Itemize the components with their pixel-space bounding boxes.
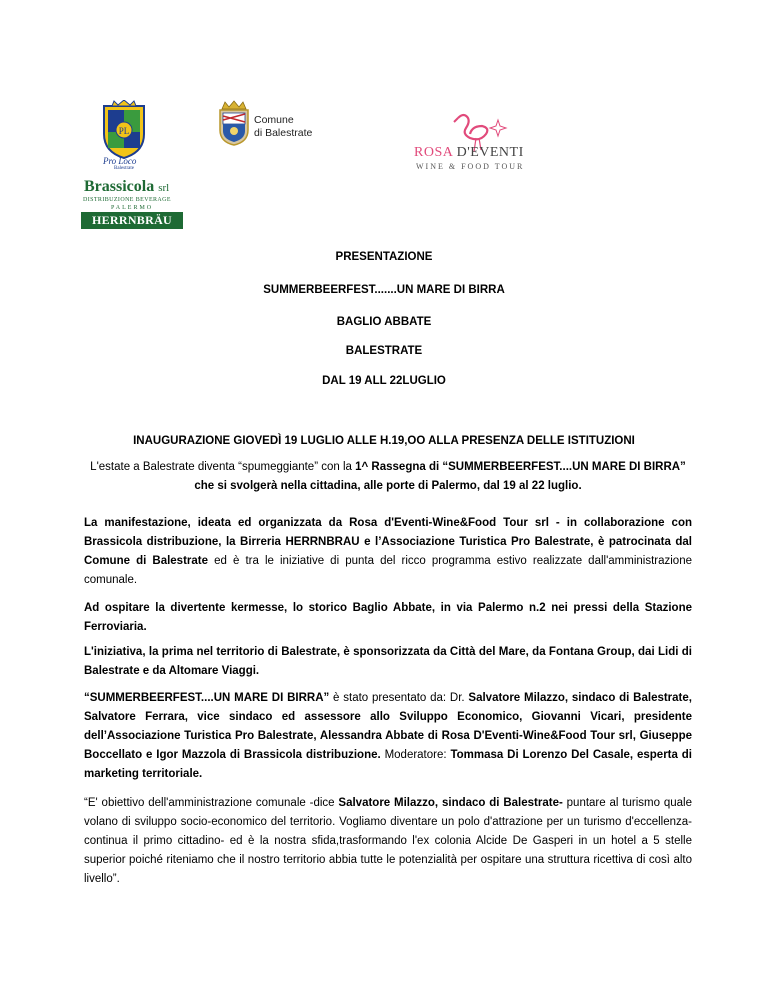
paragraph-5: [84, 794, 692, 889]
rosa-title-b: D'EVENTI: [456, 145, 524, 160]
title-presentazione: PRESENTAZIONE: [335, 251, 433, 263]
title-venue: BAGLIO ABBATE: [336, 316, 432, 328]
p4-a: “SUMMERBEERFEST....UN MARE DI BIRRA”: [84, 692, 330, 704]
p4-e: Tommasa Di Lorenzo Del Casale, esperta di marketing territoriale.: [84, 749, 692, 780]
pro-loco-shield-icon: [100, 100, 148, 160]
comune-line1: Comune: [254, 114, 294, 126]
brassicola-name: Brassicola: [84, 178, 155, 195]
brassicola-sub2: PALERMO: [111, 205, 154, 211]
pro-loco-sub: Balestrate: [114, 166, 134, 171]
intro-a: L'estate a Balestrate diventa “spumeggiante” con la: [90, 461, 356, 473]
rosa-title-a: ROSA: [414, 145, 453, 160]
p4-c: Salvatore Milazzo, sindaco di Balestrate, Salvatore Ferrara, vice sindaco ed assessore allo Sviluppo Economico, Giovanni Vicari, presidente dell’Associazione Turistica Pro Balestrate, Alessandra Abbate di Rosa D'Eventi-Wine&Food Tour srl, Giuseppe Boccellato e Igor Mazzola di Brassicola distribuzione.: [84, 692, 692, 761]
logo-header: [0, 0, 768, 235]
p1-b: ed è tra le iniziative di punta del ricco programma estivo realizzate dall'amministrazione comunale.: [84, 555, 692, 586]
paragraph-3: [84, 643, 692, 681]
brassicola-logo: [84, 178, 169, 196]
paragraph-1: [84, 514, 692, 590]
brassicola-suffix: srl: [158, 182, 170, 194]
rosa-title: [414, 145, 524, 161]
p1-a: La manifestazione, ideata ed organizzata da Rosa d'Eventi-Wine&Food Tour srl - in collaborazione con Brassicola distribuzione, la Birreria HERRNBRAU e l’Associazione Turistica Pro Balestrate, è patrocinata dal Comune di Balestrate: [84, 517, 692, 567]
comune-line2: di Balestrate: [254, 127, 313, 139]
intro-paragraph: [84, 458, 692, 496]
intro-b: 1^ Rassegna di “SUMMERBEERFEST....UN MARE DI BIRRA” che si svolgerà nella cittadina, alle porte di Palermo, dal 19 al 22 luglio.: [194, 461, 686, 492]
comune-logo-text: [254, 114, 312, 140]
rosa-subtitle: WINE & FOOD TOUR: [416, 162, 525, 171]
title-dates: DAL 19 ALL 22LUGLIO: [322, 375, 446, 387]
title-event: SUMMERBEERFEST.......UN MARE DI BIRRA: [263, 284, 505, 296]
p5-b: Salvatore Milazzo, sindaco di Balestrate-: [338, 797, 563, 809]
p5-c: puntare al turismo quale volano di sviluppo socio-economico del territorio. Vogliamo diventare un polo d'attrazione per un turismo d'eccellenza-continua il primo cittadino- ed è la nostra sfida,trasformando l'ex colonia Alcide De Gasperi in un hotel a 5 stelle superior poiché riteniamo che il nostro territorio abbia tutte le potenzialità per ospitare una struttura ricettiva di così alto livello”.: [84, 797, 692, 885]
svg-text:PL: PL: [118, 126, 130, 136]
p4-d: Moderatore:: [380, 749, 451, 761]
title-town: BALESTRATE: [345, 345, 423, 357]
p5-a: “E' obiettivo dell'amministrazione comunale -dice: [84, 797, 339, 809]
herrnbrau-logo: HERRNBRÄU: [81, 212, 183, 229]
inauguration-heading: INAUGURAZIONE GIOVEDÌ 19 LUGLIO ALLE H.19,OO ALLA PRESENZA DELLE ISTITUZIONI: [133, 435, 635, 447]
comune-shield-icon: [217, 100, 251, 146]
paragraph-4: [84, 689, 692, 784]
pro-loco-label: Pro Loco: [103, 156, 137, 166]
brassicola-sub1: DISTRIBUZIONE BEVERAGE: [83, 197, 171, 203]
paragraph-2: [84, 599, 692, 637]
p2: Ad ospitare la divertente kermesse, lo storico Baglio Abbate, in via Palermo n.2 nei pressi della Stazione Ferroviaria.: [84, 602, 692, 633]
p4-b: è stato presentato da: Dr.: [329, 692, 469, 704]
p3: L'iniziativa, la prima nel territorio di Balestrate, è sponsorizzata da Città del Mare, da Fontana Group, dai Lidi di Balestrate e da Altomare Viaggi.: [84, 646, 692, 677]
